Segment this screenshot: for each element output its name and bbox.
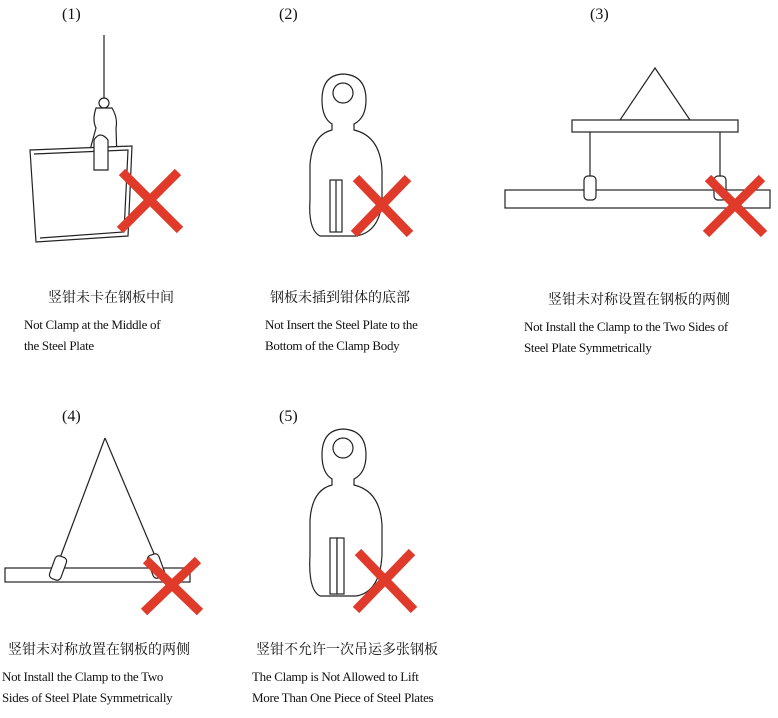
panel-2-caption-en-line1: Not Insert the Steel Plate to the bbox=[265, 317, 418, 332]
panel-5-caption-cn: 竖钳不允许一次吊运多张钢板 bbox=[256, 643, 438, 658]
panel-1-caption-cn: 竖钳未卡在钢板中间 bbox=[48, 291, 174, 306]
panel-5-caption-en-line2: More Than One Piece of Steel Plates bbox=[252, 690, 434, 705]
panel-3-caption-cn: 竖钳未对称设置在钢板的两侧 bbox=[548, 293, 730, 308]
panel-4-number: (4) bbox=[62, 408, 81, 425]
panel-5-caption-en-line1: The Clamp is Not Allowed to Lift bbox=[252, 669, 419, 684]
panel-1-caption-en-line1: Not Clamp at the Middle of bbox=[24, 317, 161, 332]
panel-3-number: (3) bbox=[590, 6, 609, 23]
panel-5-number: (5) bbox=[279, 408, 298, 425]
panel-3-caption-en-line1: Not Install the Clamp to the Two Sides of bbox=[524, 319, 728, 334]
panel-4-caption-cn: 竖钳未对称放置在钢板的两侧 bbox=[8, 643, 190, 658]
panel-4-illustration bbox=[5, 438, 190, 582]
panel-3-illustration bbox=[505, 68, 770, 208]
panel-4-caption-en-line1: Not Install the Clamp to the Two bbox=[2, 669, 164, 684]
panel-3-caption-en-line2: Steel Plate Symmetrically bbox=[524, 340, 652, 355]
panel-1-number: (1) bbox=[62, 6, 81, 23]
panel-2-caption-cn: 钢板未插到钳体的底部 bbox=[270, 291, 410, 306]
panel-2-number: (2) bbox=[279, 6, 298, 23]
panel-1-caption-en-line2: the Steel Plate bbox=[24, 338, 94, 353]
panel-2-caption-en-line2: Bottom of the Clamp Body bbox=[265, 338, 400, 353]
panel-1-illustration bbox=[30, 35, 132, 242]
panel-4-caption-en-line2: Sides of Steel Plate Symmetrically bbox=[2, 690, 173, 705]
